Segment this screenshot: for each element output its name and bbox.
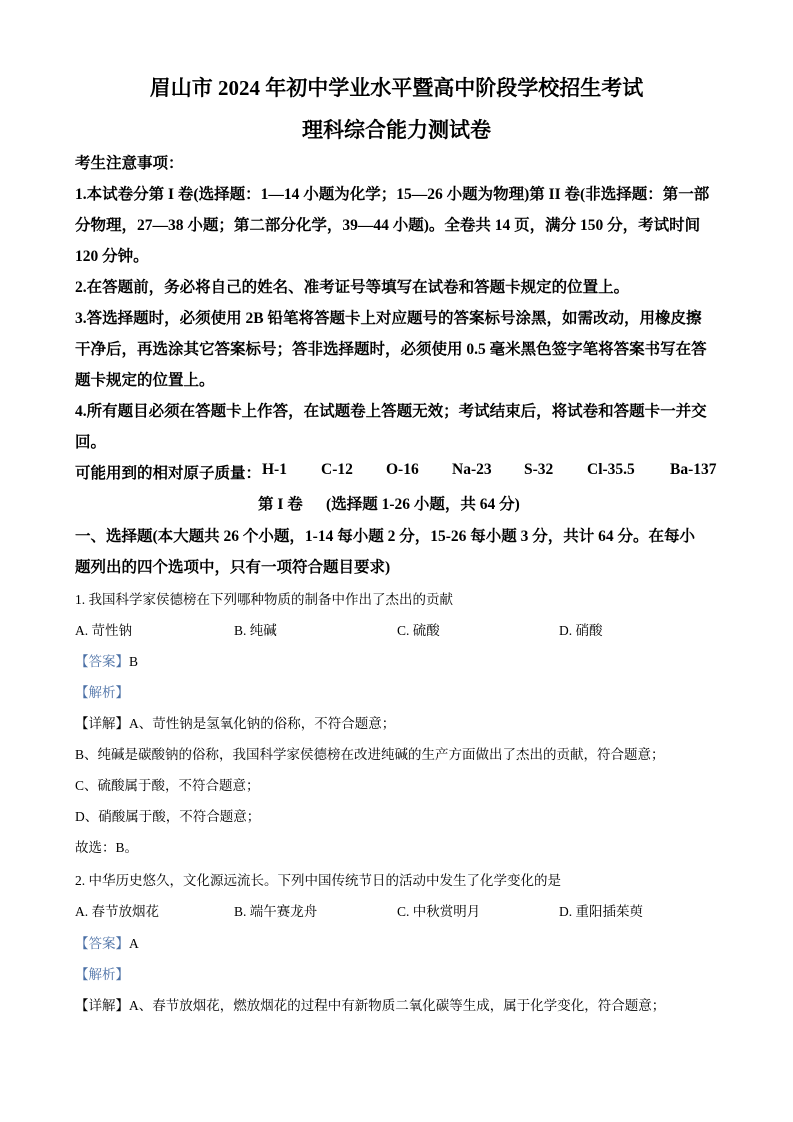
- section-line-1: 一、选择题(本大题共 26 个小题，1-14 每小题 2 分，15-26 每小题 3 分，共计 64 分。在每小: [75, 528, 695, 545]
- question-1-options: [75, 619, 725, 639]
- detail-tag: 【详解】: [75, 998, 129, 1013]
- answer-value: B: [129, 654, 139, 669]
- exam-subtitle: 理科综合能力测试卷: [302, 118, 491, 142]
- detail-text: A、苛性钠是氢氧化钠的俗称，不符合题意；: [129, 716, 396, 731]
- notice-heading: 考生注意事项：: [75, 155, 184, 172]
- question-1-stem: 1. 我国科学家侯德榜在下列哪种物质的制备中作出了杰出的贡献: [75, 592, 453, 607]
- atomic-mass-s: S-32: [524, 461, 554, 478]
- notice-item-3-line-2: 干净后，再选涂其它答案标号；答非选择题时，必须使用 0.5 毫米黑色签字笔将答案书写在答: [75, 341, 707, 358]
- question-1-detail-line-2: B、纯碱是碳酸钠的俗称，我国科学家侯德榜在改进纯碱的生产方面做出了杰出的贡献，符合题意；: [75, 747, 665, 762]
- atomic-mass-cl: Cl-35.5: [587, 461, 635, 478]
- question-1-option-c: C. 硫酸: [397, 623, 440, 638]
- atomic-mass-na: Na-23: [452, 461, 492, 478]
- question-1-detail-line-3: C、硫酸属于酸，不符合题意；: [75, 778, 260, 793]
- question-2-answer: [75, 932, 139, 952]
- exam-title: 眉山市 2024 年初中学业水平暨高中阶段学校招生考试: [149, 76, 644, 100]
- question-1-option-d: D. 硝酸: [559, 623, 603, 638]
- notice-item-1-line-2: 分物理，27—38 小题；第二部分化学，39—44 小题)。全卷共 14 页，满分 150 分，考试时间: [75, 217, 701, 234]
- question-1-detail-line-4: D、硝酸属于酸，不符合题意；: [75, 809, 261, 824]
- answer-value: A: [129, 936, 139, 951]
- question-2-option-d: D. 重阳插茱萸: [559, 904, 643, 919]
- notice-item-1-line-3: 120 分钟。: [75, 248, 149, 265]
- atomic-mass-label: 可能用到的相对原子质量：: [75, 465, 262, 482]
- atomic-mass-ba: Ba-137: [670, 461, 717, 478]
- question-2-detail-line-1: [75, 994, 665, 1014]
- question-2-option-c: C. 中秋赏明月: [397, 904, 481, 919]
- question-2-analysis-tag: 【解析】: [75, 967, 129, 982]
- question-1-detail-line-1: [75, 712, 395, 732]
- atomic-mass-c: C-12: [321, 461, 353, 478]
- answer-tag: 【答案】: [75, 654, 129, 669]
- notice-item-3-line-1: 3.答选择题时，必须使用 2B 铅笔将答题卡上对应题号的答案标号涂黑，如需改动，用橡皮擦: [75, 310, 702, 327]
- notice-item-2: 2.在答题前，务必将自己的姓名、准考证号等填写在试卷和答题卡规定的位置上。: [75, 279, 630, 296]
- question-1-conclusion: 故选：B。: [75, 840, 139, 855]
- volume-heading: 第 I 卷 (选择题 1-26 小题，共 64 分): [258, 496, 520, 513]
- atomic-mass-h: H-1: [262, 461, 287, 478]
- detail-tag: 【详解】: [75, 716, 129, 731]
- notice-item-1-line-1: 1.本试卷分第 I 卷(选择题：1—14 小题为化学；15—26 小题为物理)第 II 卷(非选择题：第一部: [75, 186, 710, 203]
- question-2-stem: 2. 中华历史悠久，文化源远流长。下列中国传统节日的活动中发生了化学变化的是: [75, 873, 561, 888]
- question-1-option-b: B. 纯碱: [234, 623, 277, 638]
- notice-item-4-line-1: 4.所有题目必须在答题卡上作答，在试题卷上答题无效；考试结束后，将试卷和答题卡一并交: [75, 403, 707, 420]
- detail-text: A、春节放烟花，燃放烟花的过程中有新物质二氧化碳等生成，属于化学变化，符合题意；: [129, 998, 666, 1013]
- atomic-mass-row: [75, 461, 725, 481]
- notice-item-4-line-2: 回。: [75, 434, 107, 451]
- section-line-2: 题列出的四个选项中，只有一项符合题目要求): [75, 559, 391, 576]
- notice-item-3-line-3: 题卡规定的位置上。: [75, 372, 215, 389]
- question-1-answer: [75, 650, 138, 670]
- question-1-option-a: A. 苛性钠: [75, 623, 132, 638]
- question-2-option-a: A. 春节放烟花: [75, 904, 159, 919]
- question-2-options: [75, 900, 725, 920]
- question-1-analysis-tag: 【解析】: [75, 685, 129, 700]
- question-2-option-b: B. 端午赛龙舟: [234, 904, 318, 919]
- atomic-mass-o: O-16: [386, 461, 419, 478]
- answer-tag: 【答案】: [75, 936, 129, 951]
